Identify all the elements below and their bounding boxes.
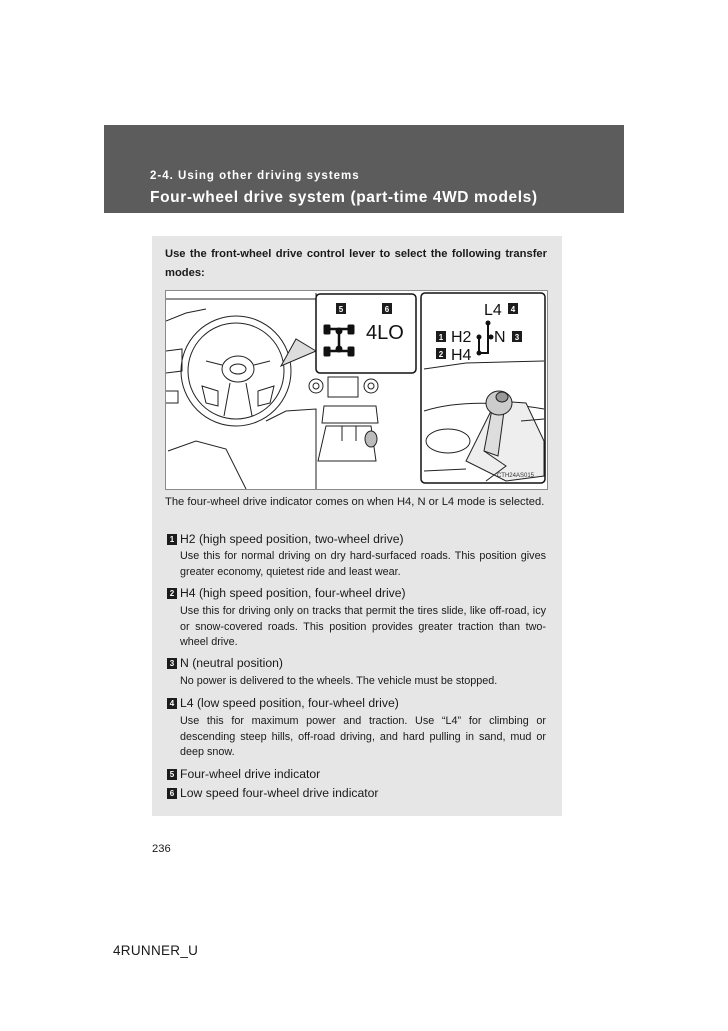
low-speed-indicator-text: 4LO (366, 322, 404, 344)
figure-code: CTH24AS015 (496, 473, 534, 479)
callout-3: 3 (514, 333, 520, 342)
intro-text: Use the front-wheel drive control lever to select the following transfer modes: (165, 248, 547, 279)
item-number: 4 (167, 698, 177, 709)
gate-l4-label: L4 (484, 302, 502, 319)
callout-6: 6 (384, 305, 390, 314)
item-title: H2 (high speed position, two-wheel drive) (180, 532, 404, 546)
item-n (167, 656, 283, 670)
item-description: No power is delivered to the wheels. The vehicle must be stopped. (180, 675, 498, 687)
shift-gate-inset (421, 293, 545, 483)
item-title: Low speed four-wheel drive indicator (180, 786, 379, 800)
item-h2 (167, 532, 404, 546)
gate-n-label: N (494, 329, 506, 346)
callout-5: 5 (338, 305, 344, 314)
indicator-caption: The four-wheel drive indicator comes on when H4, N or L4 mode is selected. (165, 496, 545, 508)
item-low-speed-indicator (167, 786, 379, 800)
page-number: 236 (152, 843, 171, 855)
item-title: Four-wheel drive indicator (180, 767, 321, 781)
item-number: 3 (167, 658, 177, 669)
model-code: 4RUNNER_U (113, 943, 199, 958)
item-title: L4 (low speed position, four-wheel drive) (180, 696, 399, 710)
item-title: H4 (high speed position, four-wheel drive) (180, 586, 406, 600)
item-l4 (167, 696, 399, 710)
callout-1: 1 (438, 333, 444, 342)
callout-2: 2 (438, 350, 444, 359)
item-4wd-indicator (167, 767, 320, 781)
callout-4: 4 (510, 305, 516, 314)
item-title: N (neutral position) (180, 656, 283, 670)
item-h4 (167, 586, 406, 600)
indicator-inset (316, 294, 416, 373)
gate-h2-label: H2 (451, 329, 472, 346)
item-number: 1 (167, 534, 177, 545)
dashboard-illustration (165, 290, 548, 490)
item-description: Use this for driving only on tracks that permit the tires slide, like off-road, icy or snow-covered roads. This position provides greater traction than two-wheel drive. (180, 605, 546, 648)
gate-h4-label: H4 (451, 347, 472, 364)
item-description: Use this for normal driving on dry hard-surfaced roads. This position gives greater economy, quietest ride and least wear. (180, 550, 546, 578)
item-number: 6 (167, 788, 177, 799)
page-title: Four-wheel drive system (part-time 4WD models) (150, 189, 538, 206)
item-number: 2 (167, 588, 177, 599)
item-description: Use this for maximum power and traction. Use “L4” for climbing or descending steep hills, off-road driving, and hard pulling in sand, mud or deep snow. (180, 715, 546, 758)
section-label: 2-4. Using other driving systems (150, 170, 360, 182)
item-number: 5 (167, 769, 177, 780)
